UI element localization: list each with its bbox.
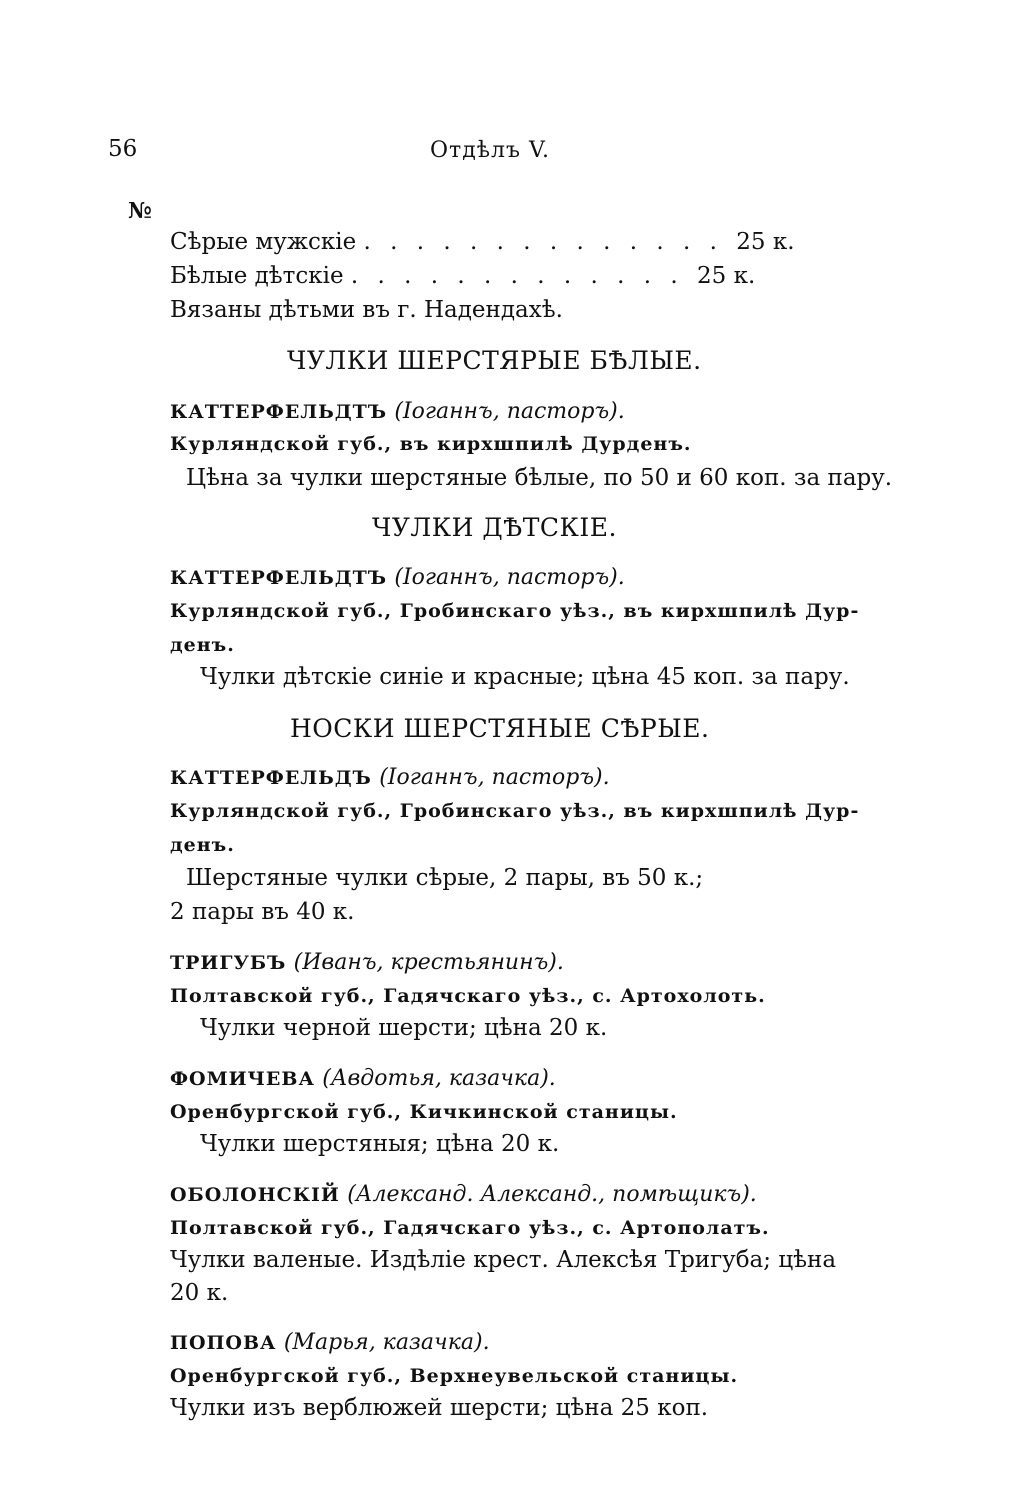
entry-name: КАТТЕРФЕЛЬДТЪ <box>170 567 387 589</box>
entry-role: (Александ. Александ., помѣщикъ). <box>347 1182 757 1207</box>
entry-desc: Чулки дѣтскіе синіе и красные; цѣна 45 коп. за пару. <box>200 664 850 690</box>
section-heading: НОСКИ ШЕРСТЯНЫЕ СѢРЫЕ. <box>290 714 710 743</box>
running-head: Отдѣлъ V. <box>430 138 551 163</box>
entry-desc: Шерстяные чулки сѣрые, 2 пары, въ 50 к.; <box>186 865 704 891</box>
price-item: Бѣлые дѣтскіе <box>170 263 344 289</box>
entry-name-line <box>170 1064 556 1093</box>
entry-desc-cont: 2 пары въ 40 к. <box>170 899 355 925</box>
price-value: 25 к. <box>736 229 795 255</box>
entry-name-line <box>170 563 625 592</box>
section-heading: ЧУЛКИ ДѢТСКІЕ. <box>372 513 617 542</box>
price-row-1 <box>170 228 795 256</box>
entry-desc: Чулки черной шерсти; цѣна 20 к. <box>200 1015 608 1041</box>
price-row-2 <box>170 262 755 290</box>
entry-place: Полтавской губ., Гадячскаго уѣз., с. Артополатъ. <box>170 1217 770 1239</box>
entry-name: ОБОЛОНСКІЙ <box>170 1184 340 1206</box>
entry-name: ТРИГУБЪ <box>170 952 287 974</box>
price-item: Сѣрые мужскіе <box>170 229 357 255</box>
entry-name-line <box>170 1328 490 1357</box>
dot-leader: . . . . . . . . . . . . . <box>350 263 697 289</box>
entry-name: ПОПОВА <box>170 1332 277 1354</box>
section-heading: ЧУЛКИ ШЕРСТЯРЫЕ БѢЛЫЕ. <box>287 346 702 375</box>
entry-desc: Чулки шерстяныя; цѣна 20 к. <box>200 1131 560 1157</box>
entry-role: (Іоганнъ, пасторъ). <box>379 765 610 790</box>
entry-name: КАТТЕРФЕЛЬДЪ <box>170 767 372 789</box>
entry-place: Оренбургской губ., Верхнеувельской станицы. <box>170 1365 739 1387</box>
entry-role: (Авдотья, казачка). <box>322 1066 556 1091</box>
dot-leader: . . . . . . . . . . . . . . <box>363 229 737 255</box>
entry-place-cont: денъ. <box>170 634 235 656</box>
page-number: 56 <box>108 136 138 162</box>
entry-name-line <box>170 948 564 977</box>
entry-place: Полтавской губ., Гадячскаго уѣз., с. Артохолоть. <box>170 985 766 1007</box>
entry-place: Курляндской губ., Гробинскаго уѣз., въ кирхшпилѣ Дур- <box>170 600 860 622</box>
entry-desc: Цѣна за чулки шерстяные бѣлые, по 50 и 60 коп. за пару. <box>186 465 893 491</box>
entry-role: (Марья, казачка). <box>283 1330 490 1355</box>
entry-name-line <box>170 763 610 792</box>
entry-name: КАТТЕРФЕЛЬДТЪ <box>170 401 387 423</box>
entry-place: Оренбургской губ., Кичкинской станицы. <box>170 1101 678 1123</box>
number-sign: № <box>128 198 152 224</box>
entry-role: (Іоганнъ, пасторъ). <box>394 565 625 590</box>
entry-desc: Чулки валеные. Издѣліе крест. Алексѣя Тригуба; цѣна <box>170 1247 837 1273</box>
entry-place: Курляндской губ., въ кирхшпилѣ Дурденъ. <box>170 433 692 455</box>
entry-name: ФОМИЧЕВА <box>170 1068 315 1090</box>
entry-place-cont: денъ. <box>170 834 235 856</box>
entry-role: (Иванъ, крестьянинъ). <box>293 950 564 975</box>
knit-note: Вязаны дѣтьми въ г. Надендахѣ. <box>170 297 563 323</box>
entry-name-line <box>170 397 625 426</box>
entry-place: Курляндской губ., Гробинскаго уѣз., въ кирхшпилѣ Дур- <box>170 800 860 822</box>
entry-desc-cont: 20 к. <box>170 1280 229 1306</box>
entry-role: (Іоганнъ, пасторъ). <box>394 399 625 424</box>
entry-desc: Чулки изъ верблюжей шерсти; цѣна 25 коп. <box>170 1395 709 1421</box>
entry-name-line <box>170 1180 757 1209</box>
price-value: 25 к. <box>697 263 756 289</box>
